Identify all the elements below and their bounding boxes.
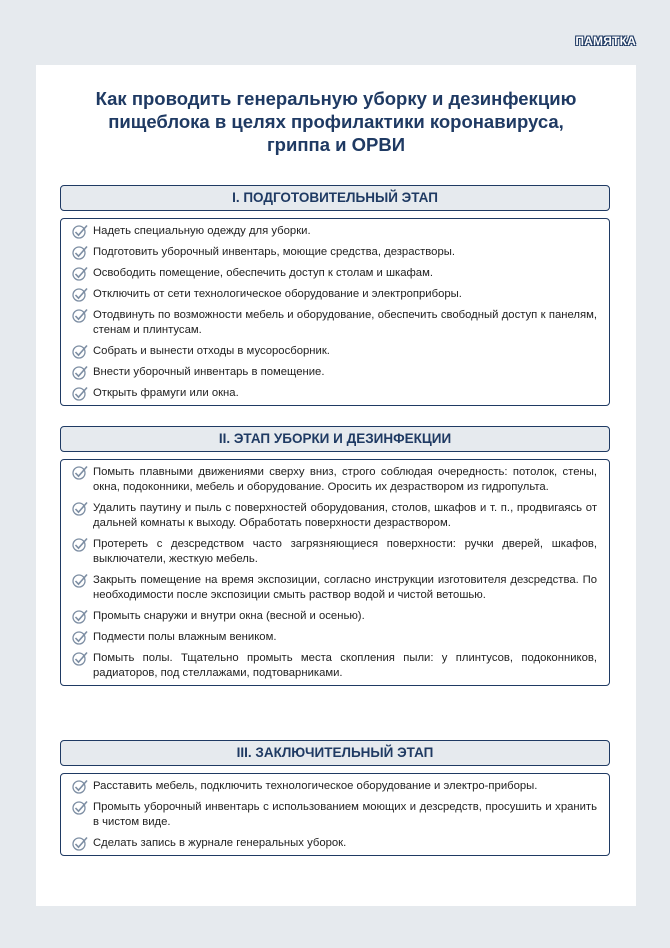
list-item [71,344,597,359]
check-circle-icon [71,344,89,359]
section-list-final [60,773,610,856]
title-line: пищеблока в целях профилактики коронавируса, [108,111,564,132]
list-item [71,630,597,645]
list-item-text: Сделать запись в журнале генеральных уборок. [93,837,347,849]
section-list-preparation [60,218,610,406]
list-item-text: Протереть с дезсредством часто загрязняющиеся поверхности: ручки дверей, шкафов, выключатели, жесткую мебель. [93,538,597,565]
list-item-text: Закрыть помещение на время экспозиции, согласно инструкции изготовителя дезсредства. По необходимости после экспозиции смыть раствор водой и чистой ветошью. [93,574,597,601]
check-circle-icon [71,573,89,588]
check-circle-icon [71,386,89,401]
section-heading-cleaning: II. ЭТАП УБОРКИ И ДЕЗИНФЕКЦИИ [60,426,610,452]
list-item [71,245,597,260]
list-item [71,266,597,281]
check-circle-icon [71,630,89,645]
list-item-text: Отключить от сети технологическое оборудование и электроприборы. [93,288,462,300]
title-line: Как проводить генеральную уборку и дезинфекцию [95,88,577,109]
check-circle-icon [71,779,89,794]
list-item-text: Подготовить уборочный инвентарь, моющие средства, дезрастворы. [93,246,456,258]
memo-card [36,65,636,906]
section-heading-preparation: I. ПОДГОТОВИТЕЛЬНЫЙ ЭТАП [60,185,610,211]
list-item [71,537,597,567]
check-circle-icon [71,308,89,323]
check-circle-icon [71,651,89,666]
check-circle-icon [71,836,89,851]
list-item [71,573,597,603]
section-heading-final: III. ЗАКЛЮЧИТЕЛЬНЫЙ ЭТАП [60,740,610,766]
check-circle-icon [71,287,89,302]
list-item-text: Внести уборочный инвентарь в помещение. [93,366,325,378]
list-item [71,308,597,338]
check-circle-icon [71,537,89,552]
list-item-text: Освободить помещение, обеспечить доступ к столам и шкафам. [93,267,433,279]
list-item-text: Помыть плавными движениями сверху вниз, строго соблюдая очередность: потолок, стены, окна, подоконники, мебель и оборудование. Оросить их дезраствором из гидропульта. [93,466,597,493]
list-item-text: Расставить мебель, подключить технологическое оборудование и электро-приборы. [93,780,538,792]
check-circle-icon [71,266,89,281]
list-item-text: Отодвинуть по возможности мебель и оборудование, обеспечить свободный доступ к панелям, стенам и плинтусам. [93,309,597,336]
section-list-cleaning [60,459,610,686]
check-circle-icon [71,465,89,480]
list-item-text: Промыть снаружи и внутри окна (весной и осенью). [93,610,365,622]
check-circle-icon [71,501,89,516]
list-item [71,465,597,495]
list-item-text: Удалить паутину и пыль с поверхностей оборудования, столов, шкафов и т. п., продвигаясь от дальней комнаты к выходу. Обработать поверхности дезраствором. [93,502,597,529]
list-item-text: Надеть специальную одежду для уборки. [93,225,311,237]
list-item-text: Подмести полы влажным веником. [93,631,277,643]
list-item [71,836,597,851]
memo-badge: ПАМЯТКА [575,34,636,48]
check-circle-icon [71,245,89,260]
list-item [71,651,597,681]
list-item [71,800,597,830]
title-line: гриппа и ОРВИ [266,134,406,155]
check-circle-icon [71,609,89,624]
list-item [71,287,597,302]
list-item [71,224,597,239]
list-item-text: Открыть фрамуги или окна. [93,387,239,399]
list-item [71,501,597,531]
page-title [36,87,636,156]
list-item-text: Собрать и вынести отходы в мусоросборник. [93,345,330,357]
check-circle-icon [71,800,89,815]
list-item-text: Промыть уборочный инвентарь с использованием моющих и дезсредств, просушить и хранить в чистом виде. [93,801,597,828]
list-item [71,609,597,624]
check-circle-icon [71,365,89,380]
list-item-text: Помыть полы. Тщательно промыть места скопления пыли: у плинтусов, подоконников, радиаторов, под стеллажами, подтоварниками. [93,652,597,679]
list-item [71,365,597,380]
check-circle-icon [71,224,89,239]
list-item [71,779,597,794]
list-item [71,386,597,401]
